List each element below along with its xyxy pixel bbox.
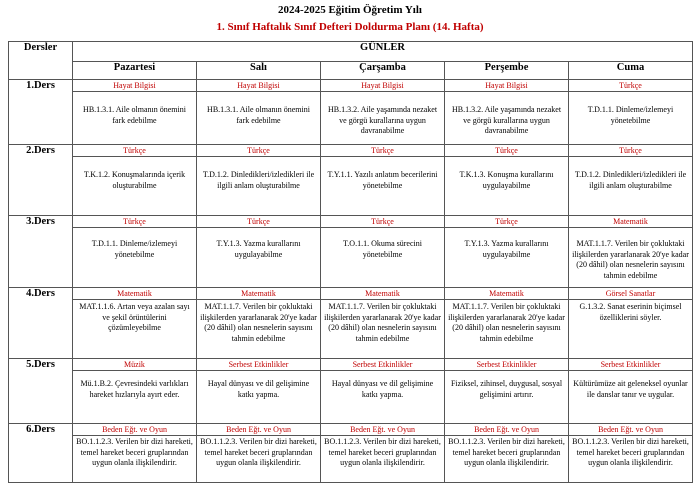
plan-cell-pazartesi <box>73 424 197 483</box>
objective-text: T.D.1.2. Dinledikleri/izledikleri ile ilgili anlam oluşturabilme <box>202 170 315 190</box>
subject-label: Hayat Bilgisi <box>73 80 196 92</box>
header-row-days <box>9 62 693 80</box>
subject-label: Görsel Sanatlar <box>569 288 692 300</box>
objective-text: HB.1.3.2. Aile yaşamında nezaket ve görgü kurallarına uygun davranabilme <box>451 105 562 135</box>
objective-text: Hayal dünyası ve dil gelişimine katkı yapma. <box>207 379 310 399</box>
objective-text: BO.1.1.2.3. Verilen bir dizi hareketi, temel hareket beceri gruplarından uygun olanla ilişkilendirir. <box>324 437 441 467</box>
lesson-row <box>9 145 693 216</box>
subject-label: Matematik <box>197 288 320 300</box>
subject-label: Serbest Etkinlikler <box>197 359 320 371</box>
plan-cell-persembe <box>445 424 569 483</box>
subject-label: Beden Eğt. ve Oyun <box>321 424 444 436</box>
objective-text: BO.1.1.2.3. Verilen bir dizi hareketi, temel hareket beceri gruplarından uygun olanla ilişkilendirir. <box>200 437 317 467</box>
objective-text: MAT.1.1.6. Artan veya azalan sayı ve şekil örüntülerini çözümleyebilme <box>79 302 190 332</box>
plan-cell-cuma <box>569 288 693 359</box>
lesson-row <box>9 80 693 145</box>
day-header-persembe: Perşembe <box>445 62 569 80</box>
objective-text: BO.1.1.2.3. Verilen bir dizi hareketi, temel hareket beceri gruplarından uygun olanla ilişkilendirir. <box>76 437 193 467</box>
objective-text: Mü.1.B.2. Çevresindeki varlıkları hareket hızlarıyla ayırt eder. <box>80 379 189 399</box>
subject-label: Türkçe <box>445 145 568 157</box>
plan-cell-sali <box>197 80 321 145</box>
subject-label: Türkçe <box>321 216 444 228</box>
objective-text: T.D.1.1. Dinleme/izlemeyi yönetebilme <box>91 239 178 259</box>
page-subtitle: 1. Sınıf Haftalık Sınıf Defteri Doldurma Planı (14. Hafta) <box>216 21 484 33</box>
plan-cell-sali <box>197 288 321 359</box>
objective-text: HB.1.3.1. Aile olmanın önemini fark edebilme <box>207 105 310 125</box>
subject-label: Türkçe <box>321 145 444 157</box>
plan-cell-carsamba <box>321 216 445 288</box>
subject-label: Matematik <box>73 288 196 300</box>
plan-cell-pazartesi <box>73 145 197 216</box>
objective-text: Fiziksel, zihinsel, duygusal, sosyal gelişimini artırır. <box>450 379 563 399</box>
plan-cell-sali <box>197 359 321 424</box>
objective-text: Hayal dünyası ve dil gelişimine katkı yapma. <box>331 379 434 399</box>
page-title: 2024-2025 Eğitim Öğretim Yılı <box>278 4 422 16</box>
objective-text: T.K.1.2. Konuşmalarında içerik oluşturabilme <box>83 170 186 190</box>
weekly-plan-table <box>8 41 693 483</box>
plan-cell-cuma <box>569 216 693 288</box>
objective-text: T.O.1.1. Okuma sürecini yönetebilme <box>343 239 422 259</box>
objective-text: T.Y.1.1. Yazılı anlatım becerilerini yönetebilme <box>327 170 438 190</box>
subject-label: Matematik <box>445 288 568 300</box>
lesson-label: 3.Ders <box>9 216 73 288</box>
plan-cell-sali <box>197 145 321 216</box>
subject-label: Türkçe <box>445 216 568 228</box>
day-header-pazartesi: Pazartesi <box>73 62 197 80</box>
subject-label: Türkçe <box>73 216 196 228</box>
subject-label: Hayat Bilgisi <box>197 80 320 92</box>
objective-text: HB.1.3.1. Aile olmanın önemini fark edebilme <box>83 105 186 125</box>
subject-label: Hayat Bilgisi <box>445 80 568 92</box>
lesson-label: 6.Ders <box>9 424 73 483</box>
day-header-cuma: Cuma <box>569 62 693 80</box>
subject-label: Müzik <box>73 359 196 371</box>
subject-label: Matematik <box>569 216 692 228</box>
subject-label: Serbest Etkinlikler <box>321 359 444 371</box>
subject-label: Türkçe <box>569 145 692 157</box>
dersler-header: Dersler <box>9 42 73 80</box>
objective-text: MAT.1.1.7. Verilen bir çokluktaki ilişkilerden yararlanarak 20'ye kadar (20 dâhil) olan nesnelerin sayısını tahmin edebilme <box>324 302 441 343</box>
plan-cell-persembe <box>445 359 569 424</box>
subject-label: Türkçe <box>197 145 320 157</box>
lesson-label: 5.Ders <box>9 359 73 424</box>
plan-cell-persembe <box>445 216 569 288</box>
header-row-top <box>9 42 693 62</box>
plan-cell-carsamba <box>321 359 445 424</box>
lesson-label: 2.Ders <box>9 145 73 216</box>
objective-text: T.Y.1.3. Yazma kurallarını uygulayabilme <box>464 239 549 259</box>
objective-text: T.D.1.1. Dinleme/izlemeyi yönetebilme <box>587 105 674 125</box>
objective-text: BO.1.1.2.3. Verilen bir dizi hareketi, temel hareket beceri gruplarından uygun olanla ilişkilendirir. <box>448 437 565 467</box>
subject-label: Matematik <box>321 288 444 300</box>
objective-text: BO.1.1.2.3. Verilen bir dizi hareketi, temel hareket beceri gruplarından uygun olanla ilişkilendirir. <box>572 437 689 467</box>
day-header-carsamba: Çarşamba <box>321 62 445 80</box>
gunler-header: GÜNLER <box>73 42 693 62</box>
plan-cell-persembe <box>445 288 569 359</box>
lesson-label: 1.Ders <box>9 80 73 145</box>
plan-cell-cuma <box>569 424 693 483</box>
plan-cell-carsamba <box>321 288 445 359</box>
plan-cell-cuma <box>569 80 693 145</box>
subject-label: Beden Eğt. ve Oyun <box>569 424 692 436</box>
objective-text: MAT.1.1.7. Verilen bir çokluktaki ilişkilerden yararlanarak 20'ye kadar (20 dâhil) olan nesnelerin sayısını tahmin edebilme <box>572 239 689 280</box>
plan-cell-cuma <box>569 145 693 216</box>
objective-text: MAT.1.1.7. Verilen bir çokluktaki ilişkilerden yararlanarak 20'ye kadar (20 dâhil) olan nesnelerin sayısını tahmin edebilme <box>448 302 565 343</box>
plan-cell-persembe <box>445 80 569 145</box>
document-header <box>0 3 700 34</box>
lesson-row <box>9 359 693 424</box>
lesson-row <box>9 424 693 483</box>
plan-cell-carsamba <box>321 80 445 145</box>
plan-cell-sali <box>197 216 321 288</box>
objective-text: T.K.1.3. Konuşma kurallarını uygulayabilme <box>459 170 554 190</box>
subject-label: Türkçe <box>73 145 196 157</box>
plan-cell-pazartesi <box>73 80 197 145</box>
objective-text: T.Y.1.3. Yazma kurallarını uygulayabilme <box>216 239 301 259</box>
plan-cell-pazartesi <box>73 216 197 288</box>
plan-cell-pazartesi <box>73 359 197 424</box>
plan-cell-carsamba <box>321 145 445 216</box>
subject-label: Türkçe <box>197 216 320 228</box>
day-header-sali: Salı <box>197 62 321 80</box>
plan-cell-carsamba <box>321 424 445 483</box>
subject-label: Serbest Etkinlikler <box>445 359 568 371</box>
subject-label: Beden Eğt. ve Oyun <box>197 424 320 436</box>
objective-text: HB.1.3.2. Aile yaşamında nezaket ve görgü kurallarına uygun davranabilme <box>327 105 438 135</box>
subject-label: Beden Eğt. ve Oyun <box>445 424 568 436</box>
objective-text: MAT.1.1.7. Verilen bir çokluktaki ilişkilerden yararlanarak 20'ye kadar (20 dâhil) olan nesnelerin sayısını tahmin edebilme <box>200 302 317 343</box>
lesson-label: 4.Ders <box>9 288 73 359</box>
lesson-row <box>9 288 693 359</box>
objective-text: Kültürümüze ait geleneksel oyunlar ile danslar tanır ve uygular. <box>573 379 688 399</box>
lesson-row <box>9 216 693 288</box>
plan-cell-pazartesi <box>73 288 197 359</box>
subject-label: Türkçe <box>569 80 692 92</box>
subject-label: Hayat Bilgisi <box>321 80 444 92</box>
plan-cell-sali <box>197 424 321 483</box>
plan-cell-cuma <box>569 359 693 424</box>
subject-label: Beden Eğt. ve Oyun <box>73 424 196 436</box>
plan-cell-persembe <box>445 145 569 216</box>
subject-label: Serbest Etkinlikler <box>569 359 692 371</box>
objective-text: G.1.3.2. Sanat eserinin biçimsel özelliklerini söyler. <box>579 302 682 322</box>
objective-text: T.D.1.2. Dinledikleri/izledikleri ile ilgili anlam oluşturabilme <box>574 170 687 190</box>
